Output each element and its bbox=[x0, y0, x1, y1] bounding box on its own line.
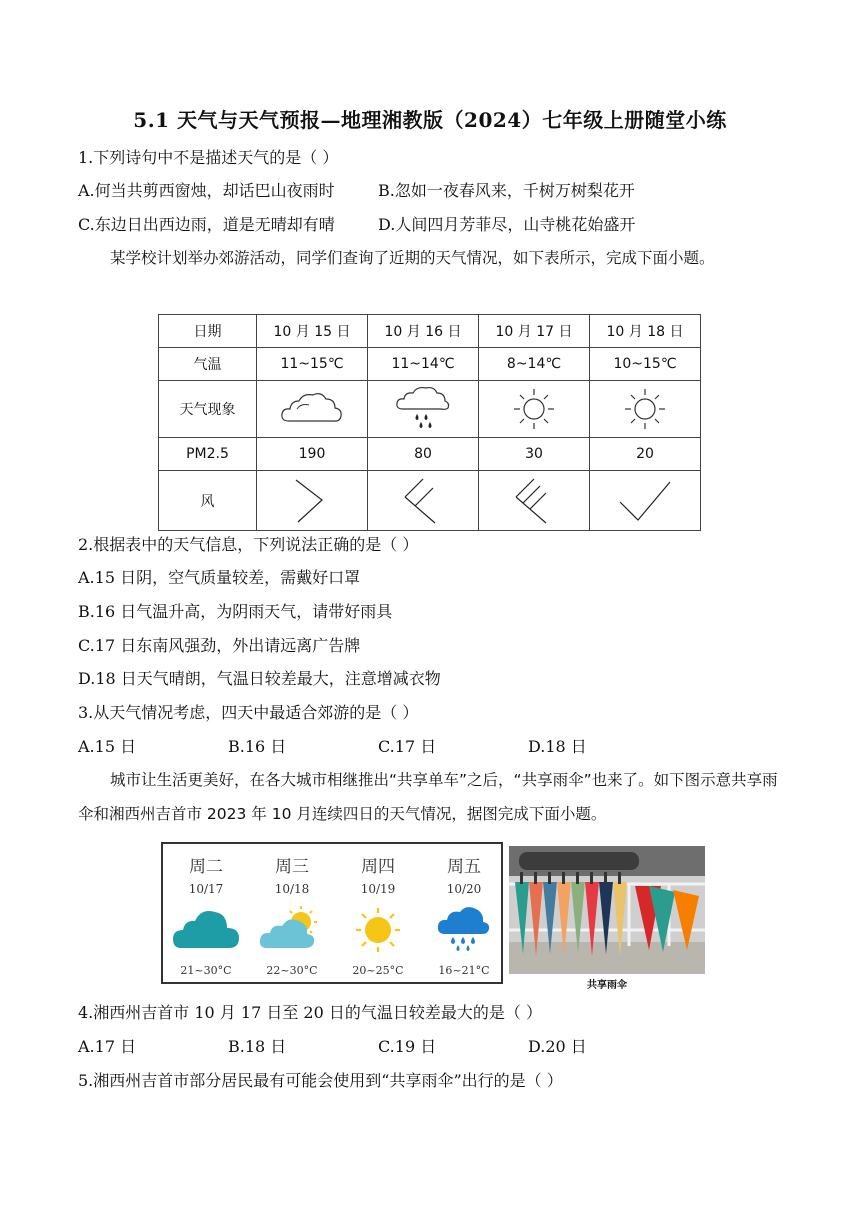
question-3-stem: 3.从天气情况考虑，四天中最适合郊游的是（ ） bbox=[78, 703, 419, 722]
forecast-day bbox=[425, 844, 503, 982]
table-cell-weather bbox=[257, 381, 368, 438]
question-5-stem: 5.湘西州吉首市部分居民最有可能会使用到“共享雨伞”出行的是（ ） bbox=[78, 1071, 563, 1090]
forecast-weekday: 周四 bbox=[361, 857, 395, 877]
table-cell-date: 10 月 16 日 bbox=[368, 315, 479, 348]
table-cell-weather bbox=[479, 381, 590, 438]
table-cell-wind bbox=[257, 471, 368, 531]
table-cell-weather bbox=[368, 381, 479, 438]
table-cell-wind bbox=[479, 471, 590, 531]
forecast-temp: 21~30°C bbox=[180, 964, 232, 977]
forecast-temp: 20~25°C bbox=[352, 964, 404, 977]
table-cell-temp: 10~15℃ bbox=[590, 348, 701, 381]
question-1-option-b: B.忽如一夜春风来，千树万树梨花开 bbox=[378, 181, 635, 200]
question-4-stem: 4.湘西州吉首市 10 月 17 日至 20 日的气温日较差最大的是（ ） bbox=[78, 1003, 542, 1022]
sun-icon bbox=[343, 904, 413, 952]
forecast-weekday: 周二 bbox=[189, 857, 223, 877]
page-title: 5.1 天气与天气预报—地理湘教版（2024）七年级上册随堂小练 bbox=[133, 108, 727, 132]
table-cell-pm25: 80 bbox=[368, 438, 479, 471]
table-cell-weather bbox=[590, 381, 701, 438]
forecast-weekday: 周五 bbox=[447, 857, 481, 877]
photo-caption: 共享雨伞 bbox=[587, 980, 627, 991]
question-3-option-a: A.15 日 bbox=[78, 737, 137, 756]
forecast-date: 10/19 bbox=[360, 882, 396, 896]
forecast-day bbox=[339, 844, 417, 982]
wind-barb-1-icon bbox=[282, 476, 342, 526]
table-cell-temp: 8~14℃ bbox=[479, 348, 590, 381]
forecast-panel bbox=[161, 842, 503, 984]
shared-umbrella-photo bbox=[509, 846, 705, 974]
row-label-temp: 气温 bbox=[159, 348, 257, 381]
cloud-icon bbox=[171, 904, 241, 952]
table-cell-date: 10 月 17 日 bbox=[479, 315, 590, 348]
row-label-wind: 风 bbox=[159, 471, 257, 531]
weather-table bbox=[158, 314, 701, 531]
table-cell-date: 10 月 18 日 bbox=[590, 315, 701, 348]
question-1-option-a: A.何当共剪西窗烛，却话巴山夜雨时 bbox=[78, 181, 335, 200]
forecast-temp: 22~30°C bbox=[266, 964, 318, 977]
question-2-stem: 2.根据表中的天气信息，下列说法正确的是（ ） bbox=[78, 535, 419, 554]
question-4-option-d: D.20 日 bbox=[528, 1037, 587, 1056]
wind-barb-0-icon bbox=[614, 476, 676, 526]
table-cell-pm25: 190 bbox=[257, 438, 368, 471]
question-3-option-d: D.18 日 bbox=[528, 737, 587, 756]
question-2-option-d: D.18 日天气晴朗，气温日较差最大，注意增减衣物 bbox=[78, 669, 441, 688]
question-4-option-a: A.17 日 bbox=[78, 1037, 137, 1056]
intro-paragraph-1: 某学校计划举办郊游活动，同学们查询了近期的天气情况，如下表所示，完成下面小题。 bbox=[110, 249, 715, 267]
table-cell-pm25: 20 bbox=[590, 438, 701, 471]
question-2-option-c: C.17 日东南风强劲，外出请远离广告牌 bbox=[78, 636, 361, 655]
question-2-option-b: B.16 日气温升高，为阴雨天气，请带好雨具 bbox=[78, 602, 393, 621]
forecast-date: 10/17 bbox=[188, 882, 224, 896]
wind-barb-2-icon bbox=[393, 475, 453, 527]
rain-cloud-icon bbox=[393, 385, 453, 433]
table-cell-pm25: 30 bbox=[479, 438, 590, 471]
forecast-day bbox=[253, 844, 331, 982]
forecast-day bbox=[167, 844, 245, 982]
table-cell-temp: 11~15℃ bbox=[257, 348, 368, 381]
forecast-date: 10/20 bbox=[446, 882, 482, 896]
question-4-option-c: C.19 日 bbox=[378, 1037, 437, 1056]
forecast-date: 10/18 bbox=[274, 882, 310, 896]
row-label-pm25: PM2.5 bbox=[159, 438, 257, 471]
forecast-temp: 16~21°C bbox=[438, 964, 490, 977]
question-1-stem: 1.下列诗句中不是描述天气的是（ ） bbox=[78, 148, 339, 167]
table-cell-temp: 11~14℃ bbox=[368, 348, 479, 381]
question-2-option-a: A.15 日阴，空气质量较差，需戴好口罩 bbox=[78, 568, 361, 587]
question-4-option-b: B.18 日 bbox=[228, 1037, 287, 1056]
sun-cloud-icon bbox=[257, 904, 327, 952]
row-label-date: 日期 bbox=[159, 315, 257, 348]
sun-icon bbox=[509, 386, 559, 432]
wind-barb-3-icon bbox=[504, 475, 564, 527]
question-3-option-b: B.16 日 bbox=[228, 737, 287, 756]
rain-cloud-icon bbox=[429, 904, 499, 952]
cloud-icon bbox=[279, 389, 345, 429]
question-1-option-c: C.东边日出西边雨，道是无晴却有晴 bbox=[78, 215, 335, 234]
table-cell-wind bbox=[368, 471, 479, 531]
row-label-weather: 天气现象 bbox=[159, 381, 257, 438]
table-cell-date: 10 月 15 日 bbox=[257, 315, 368, 348]
sun-icon bbox=[620, 386, 670, 432]
question-3-option-c: C.17 日 bbox=[378, 737, 437, 756]
intro-paragraph-2: 城市让生活更美好，在各大城市相继推出“共享单车”之后，“共享雨伞”也来了。如下图示意共享雨伞和湘西州吉首市 2023 年 10 月连续四日的天气情况，据图完成下面小题。 bbox=[78, 771, 778, 823]
question-1-option-d: D.人间四月芳菲尽，山寺桃花始盛开 bbox=[378, 215, 636, 234]
forecast-weekday: 周三 bbox=[275, 857, 309, 877]
table-cell-wind bbox=[590, 471, 701, 531]
